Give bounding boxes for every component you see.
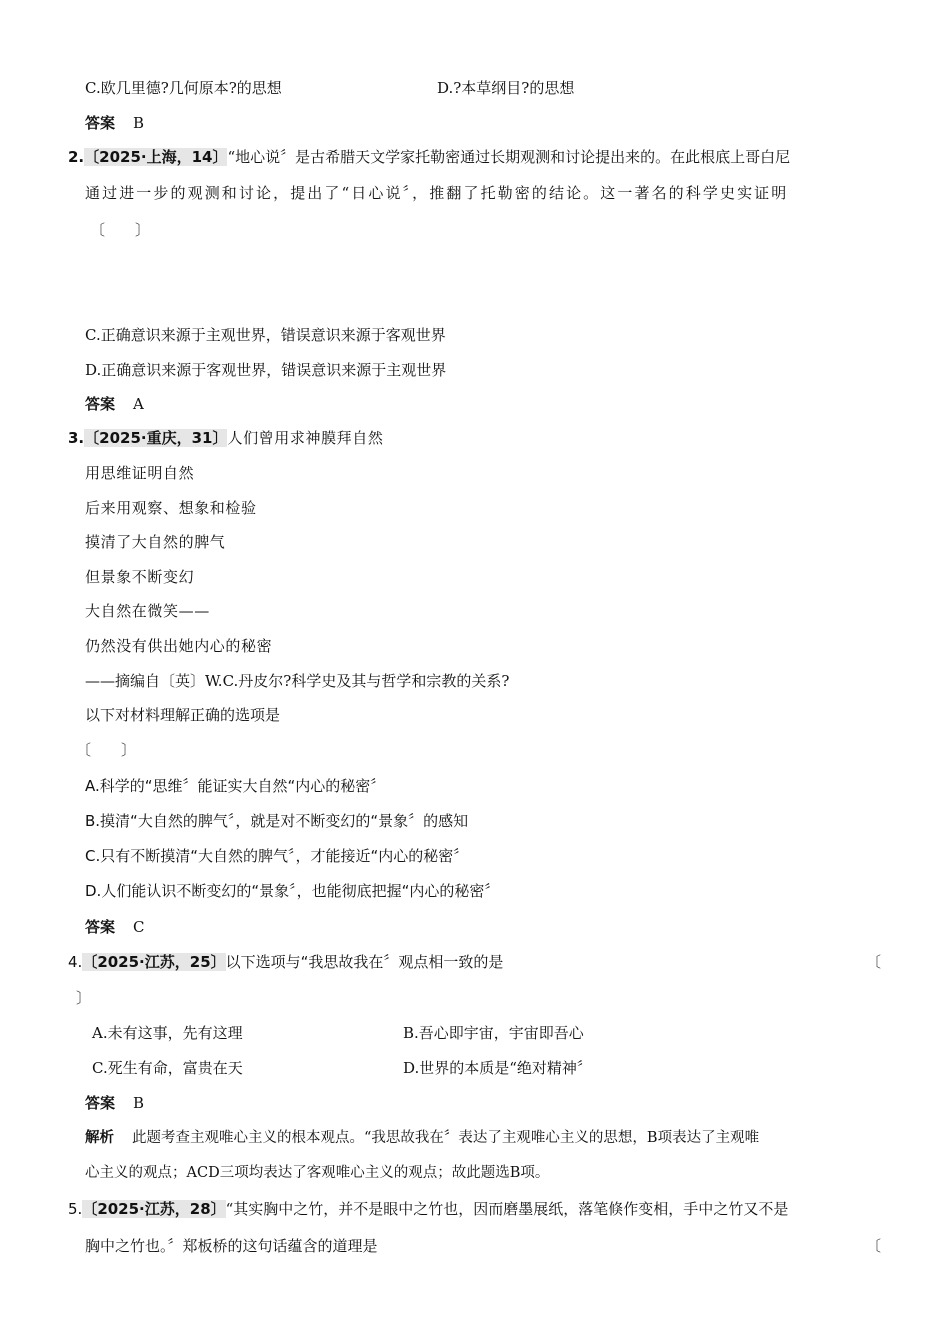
q4-option-d: D.世界的本质是“绝对精神〞 — [403, 1059, 592, 1077]
q3-citation: ——摘编自〔英〕W.C.丹皮尔?科学史及其与哲学和宗教的关系? — [85, 672, 510, 690]
question-number: 3. — [68, 429, 85, 447]
question-number: 4. — [68, 953, 83, 971]
q3-poem-line: 用思维证明自然 — [85, 464, 195, 482]
stem-text: “地心说〞是古希腊天文学家托勒密通过长期观测和讨论提出来的。在此根底上哥白尼 — [227, 148, 791, 166]
answer-label: 答案 — [85, 395, 116, 413]
q3-answer — [85, 917, 145, 937]
q3-stem-line1 — [68, 428, 383, 448]
q2-stem-line1 — [68, 147, 790, 167]
q5-stem-line1 — [68, 1199, 788, 1219]
q4-stem — [68, 952, 503, 972]
q3-poem-line: 摸清了大自然的脾气 — [85, 533, 226, 551]
q4-paren-open: 〔 — [866, 953, 882, 971]
q1-option-d: D.?本草纲目?的思想 — [437, 79, 575, 97]
answer-label: 答案 — [85, 1094, 116, 1112]
q3-option-d: D.人们能认识不断变幻的“景象〞，也能彻底把握“内心的秘密〞 — [85, 882, 500, 900]
q3-option-c: C.只有不断摸清“大自然的脾气〞，才能接近“内心的秘密〞 — [85, 847, 469, 865]
answer-label: 答案 — [85, 918, 116, 936]
q4-option-a: A.未有这事，先有这理 — [92, 1024, 243, 1042]
q3-option-b: B.摸清“大自然的脾气〞，就是对不断变幻的“景象〞的感知 — [85, 812, 469, 830]
source-tag: 〔2025·江苏，28〕 — [82, 1200, 226, 1218]
q3-option-a: A.科学的“思维〞能证实大自然“内心的秘密〞 — [85, 777, 386, 795]
answer-label: 答案 — [85, 114, 116, 132]
q2-blank: 〔 〕 — [90, 221, 151, 239]
q1-option-c: C.欧几里德?几何原本?的思想 — [85, 79, 282, 97]
question-number: 5. — [68, 1200, 83, 1218]
q3-poem-line: 仍然没有供出她内心的秘密 — [85, 637, 273, 655]
answer-value: A — [133, 395, 144, 413]
q4-answer — [85, 1093, 144, 1113]
q4-paren-close: 〕 — [76, 989, 92, 1007]
stem-text: “其实胸中之竹，并不是眼中之竹也，因而磨墨展纸，落笔倏作变相，手中之竹又不是 — [225, 1200, 789, 1218]
q1-answer — [85, 113, 144, 133]
q5-paren-open: 〔 — [866, 1237, 882, 1255]
source-tag: 〔2025·江苏，25〕 — [82, 953, 226, 971]
stem-text: 以下选项与“我思故我在〞观点相一致的是 — [225, 953, 504, 971]
answer-value: C — [133, 918, 145, 936]
poem-line: 人们曾用求神膜拜自然 — [227, 429, 384, 447]
q3-question: 以下对材料理解正确的选项是 — [85, 706, 281, 724]
q5-stem-line2: 胸中之竹也。〞郑板桥的这句话蕴含的道理是 — [85, 1237, 378, 1255]
q4-analysis-line1 — [85, 1128, 759, 1148]
q2-answer — [85, 394, 144, 414]
q3-poem-line: 但景象不断变幻 — [85, 568, 195, 586]
analysis-text: 此题考查主观唯心主义的根本观点。“我思故我在〞表达了主观唯心主义的思想，B项表达了主观唯 — [132, 1130, 760, 1146]
q3-poem-line: 大自然在微笑—— — [85, 602, 210, 620]
question-number: 2. — [68, 148, 85, 166]
q4-option-b: B.吾心即宇宙，宇宙即吾心 — [403, 1024, 584, 1042]
analysis-label: 解析 — [85, 1130, 114, 1146]
q3-poem-line: 后来用观察、想象和检验 — [85, 499, 257, 517]
q2-option-d: D.正确意识来源于客观世界，错误意识来源于主观世界 — [85, 361, 447, 379]
q2-option-c: C.正确意识来源于主观世界，错误意识来源于客观世界 — [85, 326, 446, 344]
q4-analysis-line2: 心主义的观点；ACD三项均表达了客观唯心主义的观点；故此题选B项。 — [85, 1165, 550, 1181]
source-tag: 〔2025·上海，14〕 — [84, 148, 228, 166]
q3-blank: 〔 〕 — [76, 741, 137, 759]
q2-stem-line2: 通过进一步的观测和讨论，提出了“日心说〞，推翻了托勒密的结论。这一著名的科学史实证明 — [85, 184, 789, 202]
source-tag: 〔2025·重庆，31〕 — [84, 429, 228, 447]
answer-value: B — [133, 1094, 145, 1112]
q4-option-c: C.死生有命，富贵在天 — [92, 1059, 243, 1077]
answer-value: B — [133, 114, 145, 132]
